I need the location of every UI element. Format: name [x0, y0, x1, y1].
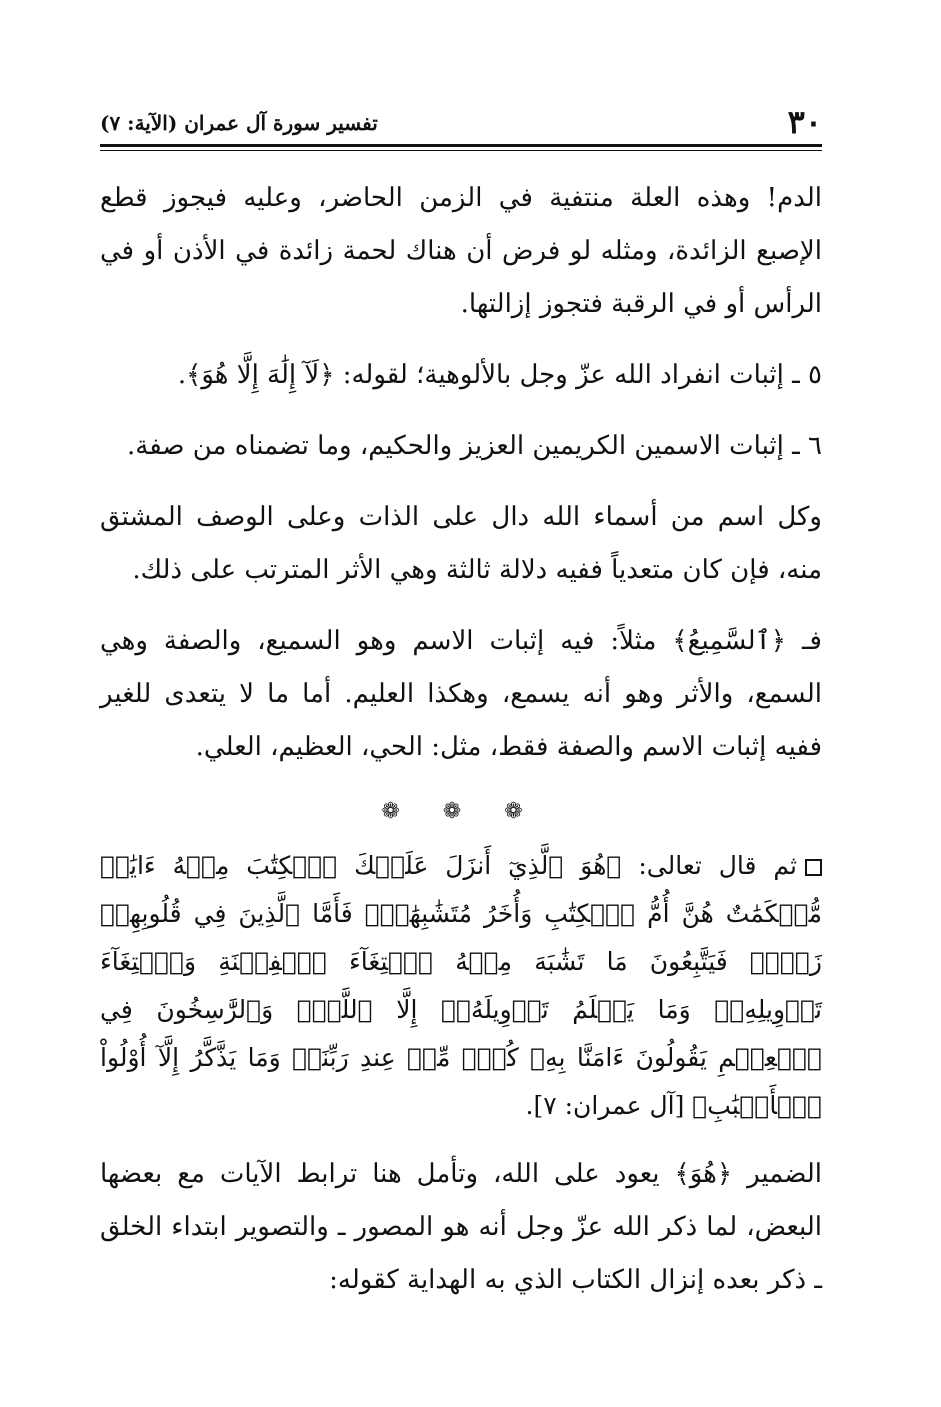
book-page	[100, 96, 822, 1325]
paragraph-point-6: ٦ ـ إثبات الاسمين الكريمين العزيز والحكيم، وما تضمناه من صفة.	[127, 431, 822, 461]
page-header	[100, 96, 822, 146]
body-text	[100, 172, 822, 1307]
square-bullet-icon	[805, 859, 822, 876]
paragraph-names-of-allah: وكل اسم من أسماء الله دال على الذات وعلى الوصف المشتق منه، فإن كان متعدياً ففيه دلالة ثالثة وهي الأثر المترتب على ذلك.	[100, 502, 822, 585]
header-rule-thin	[100, 150, 822, 151]
paragraph-blood-reason: الدم! وهذه العلة منتفية في الزمن الحاضر، وعليه فيجوز قطع الإصبع الزائدة، ومثله لو فرض أن هناك لحمة زائدة في الأذن أو في الرأس أو في الرقبة فتجوز إزالتها.	[100, 183, 822, 319]
header-rule-thick	[100, 144, 822, 147]
paragraph-as-samee-example: فـ ﴿ٱلسَّمِيعُ﴾ مثلاً: فيه إثبات الاسم وهو السميع، والصفة وهي السمع، والأثر وهو أنه يسمع، وهكذا العليم. أما ما لا يتعدى للغير ففيه إثبات الاسم والصفة فقط، مثل: الحي، العظيم، العلي.	[100, 626, 822, 762]
paragraph-point-5: ٥ ـ إثبات انفراد الله عزّ وجل بالألوهية؛ لقوله: ﴿لَآ إِلَٰهَ إِلَّا هُوَ﴾.	[177, 360, 822, 390]
paragraph-pronoun-commentary: الضمير ﴿هُوَ﴾ يعود على الله، وتأمل هنا ترابط الآيات مع بعضها البعض، لما ذكر الله عزّ وجل أنه هو المصور ـ والتصوير ابتداء الخلق ـ ذكر بعده إنزال الكتاب الذي به الهداية كقوله:	[100, 1159, 822, 1295]
page-number: ٣٠	[787, 103, 822, 141]
running-title: تفسير سورة آل عمران (الآية: ٧)	[100, 111, 378, 135]
verse-text: ثم قال تعالى: ﴿هُوَ ٱلَّذِيٓ أَنزَلَ عَلَيۡكَ ٱلۡكِتَٰبَ مِنۡهُ ءَايَٰتٞ مُّحۡكَمَٰتٌ هُنَّ أُمُّ ٱلۡكِتَٰبِ وَأُخَرُ مُتَشَٰبِهَٰتٞۖ فَأَمَّا ٱلَّذِينَ فِي قُلُوبِهِمۡ زَيۡغٞ فَيَتَّبِعُونَ مَا تَشَٰبَهَ مِنۡهُ ٱبۡتِغَآءَ ٱلۡفِتۡنَةِ وَٱبۡتِغَآءَ تَأۡوِيلِهِۦۖ وَمَا يَعۡلَمُ تَأۡوِيلَهُۥٓ إِلَّا ٱللَّهُۗ وَٱلرَّٰسِخُونَ فِي ٱلۡعِلۡمِ يَقُولُونَ ءَامَنَّا بِهِۦ كُلّٞ مِّنۡ عِندِ رَبِّنَاۗ وَمَا يَذَّكَّرُ إِلَّآ أُوْلُواْ ٱلۡأَلۡبَٰبِ﴾ [آل عمران: ٧].	[100, 851, 822, 1120]
section-separator: ❁ ❁ ❁	[381, 799, 541, 824]
verse-paragraph	[100, 842, 822, 1130]
